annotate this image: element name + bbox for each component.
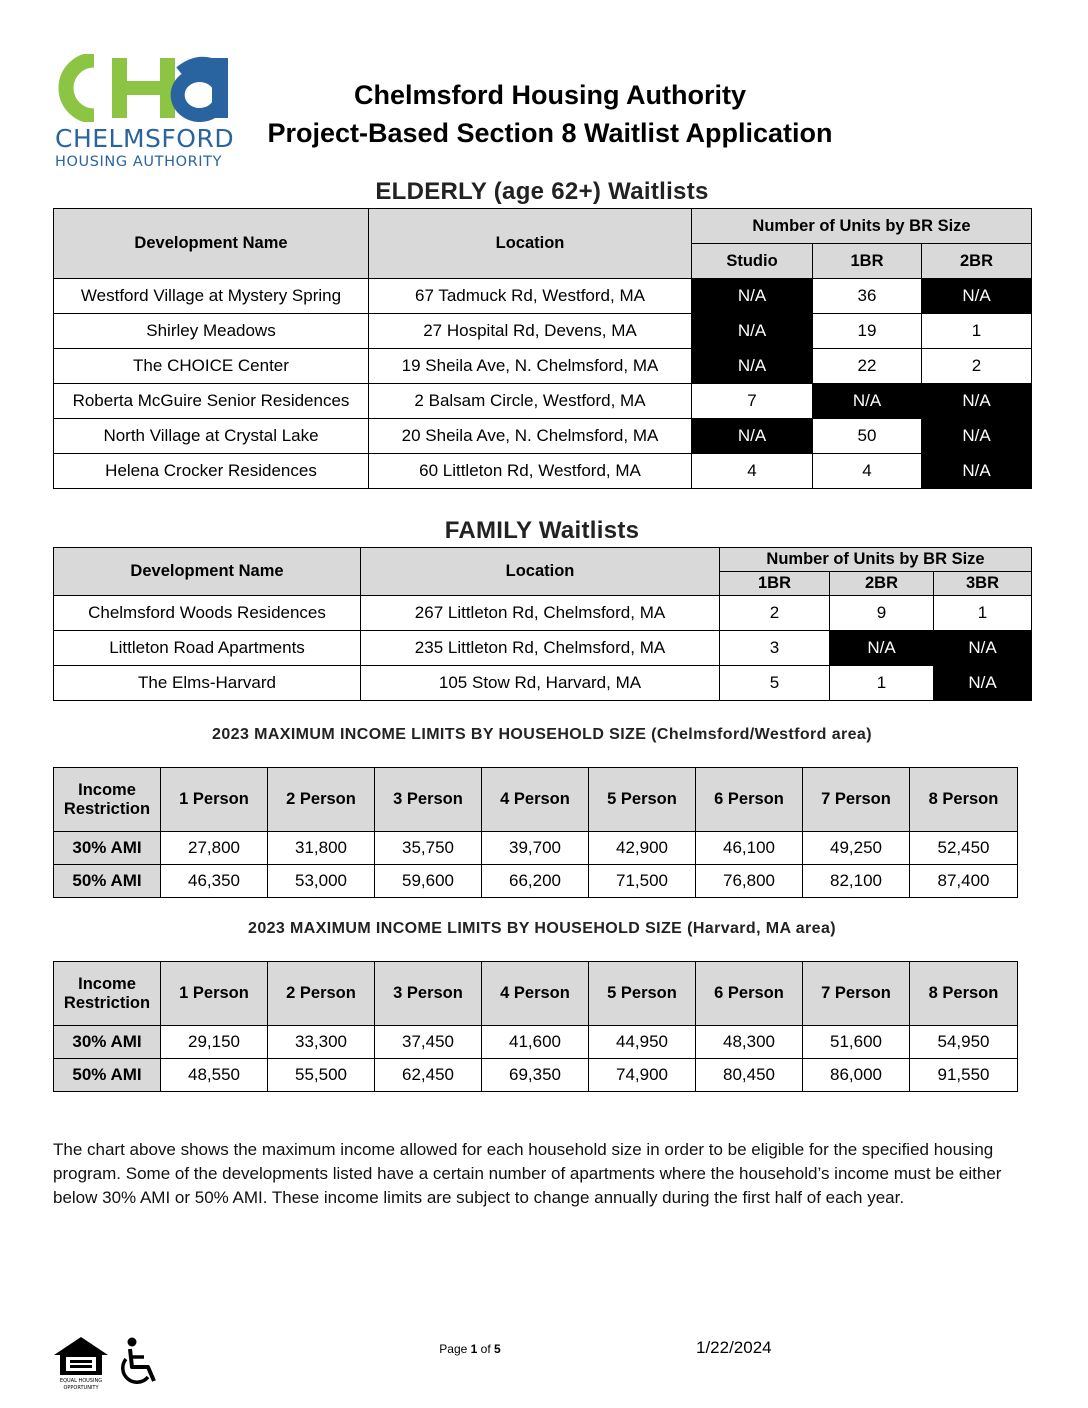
location-cell: 67 Tadmuck Rd, Westford, MA bbox=[369, 279, 692, 314]
family-waitlist-table bbox=[53, 547, 1032, 701]
column-header-household-size: 6 Person bbox=[696, 768, 803, 832]
income-limit-cell: 44,950 bbox=[589, 1026, 696, 1059]
income-limit-cell: 54,950 bbox=[910, 1026, 1018, 1059]
table-row bbox=[54, 419, 1032, 454]
unit-count-cell: 19 bbox=[813, 314, 922, 349]
unit-count-cell: 4 bbox=[692, 454, 813, 489]
unit-count-cell: 3 bbox=[720, 631, 830, 666]
income-limits-table-chelmsford bbox=[53, 767, 1018, 898]
income-limit-cell: 42,900 bbox=[589, 832, 696, 865]
column-header-household-size: 1 Person bbox=[161, 962, 268, 1026]
column-header-household-size: 3 Person bbox=[375, 768, 482, 832]
income-limit-cell: 74,900 bbox=[589, 1059, 696, 1092]
income-limit-cell: 82,100 bbox=[803, 865, 910, 898]
column-header-units: Number of Units by BR Size bbox=[692, 209, 1032, 244]
unit-count-cell: 5 bbox=[720, 666, 830, 701]
unit-count-cell: N/A bbox=[813, 384, 922, 419]
column-header-household-size: 3 Person bbox=[375, 962, 482, 1026]
column-header-household-size: 4 Person bbox=[482, 962, 589, 1026]
income-limit-cell: 27,800 bbox=[161, 832, 268, 865]
location-cell: 235 Littleton Rd, Chelmsford, MA bbox=[361, 631, 720, 666]
income-limit-cell: 91,550 bbox=[910, 1059, 1018, 1092]
income-limit-cell: 52,450 bbox=[910, 832, 1018, 865]
development-name-cell: Helena Crocker Residences bbox=[54, 454, 369, 489]
cha-letters-logo bbox=[50, 54, 232, 122]
logo-text-line1: CHELMSFORD bbox=[55, 124, 235, 153]
income-limits-table-harvard bbox=[53, 961, 1018, 1092]
column-header-household-size: 2 Person bbox=[268, 962, 375, 1026]
income-limit-cell: 33,300 bbox=[268, 1026, 375, 1059]
income-limit-cell: 48,550 bbox=[161, 1059, 268, 1092]
unit-count-cell: 2 bbox=[720, 596, 830, 631]
unit-count-cell: N/A bbox=[692, 314, 813, 349]
logo-text-line2: HOUSING AUTHORITY bbox=[55, 154, 223, 170]
unit-count-cell: N/A bbox=[692, 279, 813, 314]
column-header-size: 1BR bbox=[720, 572, 830, 596]
income-limit-cell: 86,000 bbox=[803, 1059, 910, 1092]
income-limit-cell: 53,000 bbox=[268, 865, 375, 898]
page-subtitle: Project-Based Section 8 Waitlist Application bbox=[267, 118, 833, 148]
unit-count-cell: 1 bbox=[830, 666, 934, 701]
column-header-household-size: 7 Person bbox=[803, 768, 910, 832]
income-limit-cell: 76,800 bbox=[696, 865, 803, 898]
income-note-paragraph: The chart above shows the maximum income allowed for each household size in order to be eligible for the specified housing program. Some of the developments listed have a certain number of apartments where the household’s income must be either below 30% AMI or 50% AMI. These income limits are subject to change annually during the first half of each year. bbox=[53, 1140, 1002, 1207]
income-limit-cell: 39,700 bbox=[482, 832, 589, 865]
unit-count-cell: N/A bbox=[922, 279, 1032, 314]
location-cell: 19 Sheila Ave, N. Chelmsford, MA bbox=[369, 349, 692, 384]
equal-housing-opportunity-icon bbox=[52, 1335, 110, 1391]
family-heading: FAMILY Waitlists bbox=[444, 517, 640, 544]
development-name-cell: Chelmsford Woods Residences bbox=[54, 596, 361, 631]
column-header-income-restriction: Income Restriction bbox=[54, 962, 161, 1026]
ami-label-cell: 50% AMI bbox=[54, 865, 161, 898]
column-header-household-size: 6 Person bbox=[696, 962, 803, 1026]
unit-count-cell: N/A bbox=[692, 349, 813, 384]
table-header-row bbox=[54, 768, 1018, 832]
unit-count-cell: N/A bbox=[922, 384, 1032, 419]
income-limit-cell: 51,600 bbox=[803, 1026, 910, 1059]
column-header-location: Location bbox=[361, 548, 720, 596]
cha-logo bbox=[50, 54, 235, 176]
unit-count-cell: N/A bbox=[830, 631, 934, 666]
development-name-cell: Roberta McGuire Senior Residences bbox=[54, 384, 369, 419]
document-date: 1/22/2024 bbox=[696, 1338, 772, 1357]
income-limit-cell: 69,350 bbox=[482, 1059, 589, 1092]
income-limit-cell: 41,600 bbox=[482, 1026, 589, 1059]
unit-count-cell: 36 bbox=[813, 279, 922, 314]
unit-count-cell: N/A bbox=[692, 419, 813, 454]
location-cell: 27 Hospital Rd, Devens, MA bbox=[369, 314, 692, 349]
table-row bbox=[54, 596, 1032, 631]
income-limit-cell: 71,500 bbox=[589, 865, 696, 898]
income-limit-cell: 62,450 bbox=[375, 1059, 482, 1092]
income-limit-cell: 59,600 bbox=[375, 865, 482, 898]
income-limit-cell: 55,500 bbox=[268, 1059, 375, 1092]
ami-label-cell: 30% AMI bbox=[54, 832, 161, 865]
table-row bbox=[54, 349, 1032, 384]
development-name-cell: The CHOICE Center bbox=[54, 349, 369, 384]
table-row bbox=[54, 1059, 1018, 1092]
elderly-waitlist-table bbox=[53, 208, 1032, 489]
income-limit-cell: 87,400 bbox=[910, 865, 1018, 898]
column-header-household-size: 5 Person bbox=[589, 768, 696, 832]
income-limit-cell: 48,300 bbox=[696, 1026, 803, 1059]
page-title: Chelmsford Housing Authority bbox=[354, 80, 746, 110]
unit-count-cell: 1 bbox=[922, 314, 1032, 349]
column-header-household-size: 4 Person bbox=[482, 768, 589, 832]
income-limit-cell: 49,250 bbox=[803, 832, 910, 865]
column-header-household-size: 1 Person bbox=[161, 768, 268, 832]
column-header-size: 1BR bbox=[813, 244, 922, 279]
development-name-cell: Westford Village at Mystery Spring bbox=[54, 279, 369, 314]
table-row bbox=[54, 279, 1032, 314]
unit-count-cell: 4 bbox=[813, 454, 922, 489]
column-header-income-restriction: Income Restriction bbox=[54, 768, 161, 832]
unit-count-cell: 50 bbox=[813, 419, 922, 454]
svg-text:EQUAL HOUSING: EQUAL HOUSING bbox=[59, 1378, 103, 1384]
unit-count-cell: 22 bbox=[813, 349, 922, 384]
location-cell: 2 Balsam Circle, Westford, MA bbox=[369, 384, 692, 419]
table-row bbox=[54, 832, 1018, 865]
footer-icons bbox=[52, 1335, 172, 1395]
table-row bbox=[54, 314, 1032, 349]
ami-label-cell: 50% AMI bbox=[54, 1059, 161, 1092]
unit-count-cell: N/A bbox=[934, 666, 1032, 701]
column-header-household-size: 5 Person bbox=[589, 962, 696, 1026]
column-header-household-size: 7 Person bbox=[803, 962, 910, 1026]
table-row bbox=[54, 1026, 1018, 1059]
svg-text:OPPORTUNITY: OPPORTUNITY bbox=[63, 1385, 99, 1391]
unit-count-cell: 9 bbox=[830, 596, 934, 631]
income-limits-caption-harvard: 2023 MAXIMUM INCOME LIMITS BY HOUSEHOLD SIZE (Harvard, MA area) bbox=[248, 920, 836, 937]
column-header-household-size: 8 Person bbox=[910, 962, 1018, 1026]
elderly-heading: ELDERLY (age 62+) Waitlists bbox=[375, 178, 709, 205]
column-header-development: Development Name bbox=[54, 548, 361, 596]
income-limit-cell: 31,800 bbox=[268, 832, 375, 865]
development-name-cell: The Elms-Harvard bbox=[54, 666, 361, 701]
page-number: Page 1 of 5 bbox=[439, 1342, 501, 1356]
location-cell: 60 Littleton Rd, Westford, MA bbox=[369, 454, 692, 489]
column-header-location: Location bbox=[369, 209, 692, 279]
column-header-household-size: 2 Person bbox=[268, 768, 375, 832]
column-header-units: Number of Units by BR Size bbox=[720, 548, 1032, 572]
income-limit-cell: 37,450 bbox=[375, 1026, 482, 1059]
income-limit-cell: 46,100 bbox=[696, 832, 803, 865]
income-limit-cell: 35,750 bbox=[375, 832, 482, 865]
column-header-size: 3BR bbox=[934, 572, 1032, 596]
development-name-cell: North Village at Crystal Lake bbox=[54, 419, 369, 454]
development-name-cell: Littleton Road Apartments bbox=[54, 631, 361, 666]
location-cell: 267 Littleton Rd, Chelmsford, MA bbox=[361, 596, 720, 631]
income-limit-cell: 29,150 bbox=[161, 1026, 268, 1059]
wheelchair-accessibility-icon bbox=[118, 1337, 164, 1389]
table-row bbox=[54, 454, 1032, 489]
development-name-cell: Shirley Meadows bbox=[54, 314, 369, 349]
income-limit-cell: 66,200 bbox=[482, 865, 589, 898]
ami-label-cell: 30% AMI bbox=[54, 1026, 161, 1059]
column-header-size: Studio bbox=[692, 244, 813, 279]
unit-count-cell: N/A bbox=[922, 454, 1032, 489]
location-cell: 20 Sheila Ave, N. Chelmsford, MA bbox=[369, 419, 692, 454]
unit-count-cell: 2 bbox=[922, 349, 1032, 384]
unit-count-cell: N/A bbox=[922, 419, 1032, 454]
table-header-row bbox=[54, 962, 1018, 1026]
income-limit-cell: 80,450 bbox=[696, 1059, 803, 1092]
table-row bbox=[54, 865, 1018, 898]
income-limits-caption-chelmsford: 2023 MAXIMUM INCOME LIMITS BY HOUSEHOLD SIZE (Chelmsford/Westford area) bbox=[212, 726, 872, 743]
column-header-size: 2BR bbox=[922, 244, 1032, 279]
column-header-development: Development Name bbox=[54, 209, 369, 279]
table-row bbox=[54, 666, 1032, 701]
column-header-size: 2BR bbox=[830, 572, 934, 596]
income-limit-cell: 46,350 bbox=[161, 865, 268, 898]
location-cell: 105 Stow Rd, Harvard, MA bbox=[361, 666, 720, 701]
column-header-household-size: 8 Person bbox=[910, 768, 1018, 832]
unit-count-cell: N/A bbox=[934, 631, 1032, 666]
table-row bbox=[54, 631, 1032, 666]
unit-count-cell: 1 bbox=[934, 596, 1032, 631]
unit-count-cell: 7 bbox=[692, 384, 813, 419]
table-row bbox=[54, 384, 1032, 419]
